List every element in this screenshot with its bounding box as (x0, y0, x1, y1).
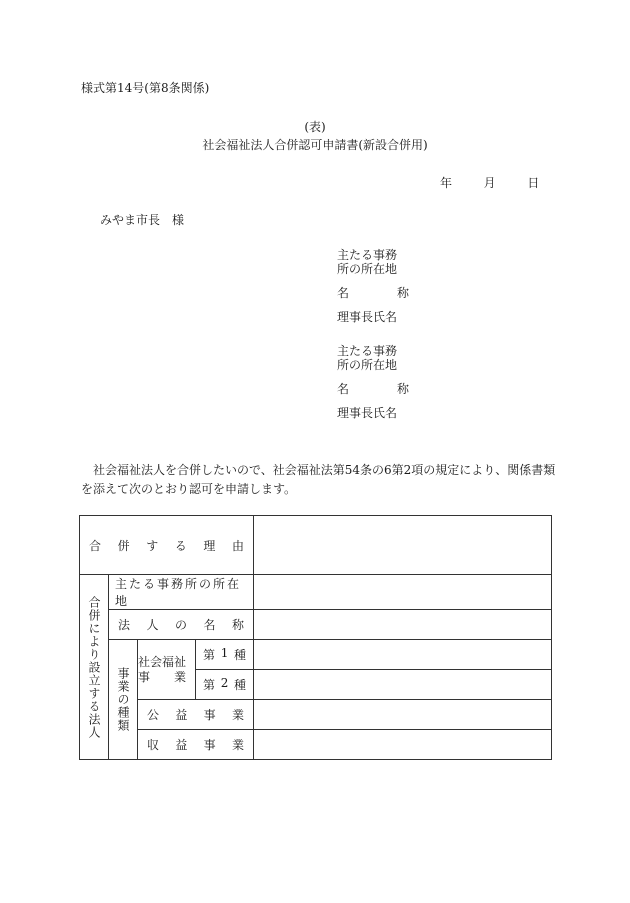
type2-label: 第 2 種 (196, 670, 254, 700)
applicant2-chair-label: 理事長氏名 (337, 406, 398, 420)
form-number: 様式第14号(第8条関係) (81, 81, 210, 95)
type1-field[interactable] (254, 640, 552, 670)
profit-business-label: 収 益 事 業 (138, 730, 254, 760)
new-corporation-group-label: 合併により設立する法人 (80, 575, 109, 760)
front-side-label: (表) (304, 120, 326, 134)
office-address-field[interactable] (254, 575, 552, 610)
application-table (79, 515, 552, 760)
type2-field[interactable] (254, 670, 552, 700)
office-address-label: 主たる事務所の所在地 (109, 575, 254, 610)
type1-label: 第 1 種 (196, 640, 254, 670)
year-label: 年 (440, 176, 453, 190)
applicant1-name-label: 名 称 (337, 286, 410, 300)
corporation-name-field[interactable] (254, 610, 552, 640)
public-interest-business-label: 公 益 事 業 (138, 700, 254, 730)
applicant2-office-label-line2: 所の所在地 (337, 358, 398, 372)
social-welfare-business-label: 社会福祉 事 業 (138, 640, 196, 700)
corporation-name-label: 法 人 の 名 称 (109, 610, 254, 640)
business-type-label: 事業の種類 (109, 640, 138, 760)
applicant1-chair-label: 理事長氏名 (337, 310, 398, 324)
public-interest-business-field[interactable] (254, 700, 552, 730)
applicant1-office-label-line1: 主たる事務 (337, 248, 398, 262)
date-line (440, 176, 539, 191)
application-statement: 社会福祉法人を合併したいので、社会福祉法第54条の6第2項の規定により、関係書類を添えて次のとおり認可を申請します。 (81, 463, 556, 496)
day-label: 日 (527, 176, 540, 190)
addressee: みやま市長 様 (100, 213, 185, 227)
merger-reason-label: 合 併 す る 理 由 (80, 516, 254, 575)
merger-reason-field[interactable] (254, 516, 552, 575)
profit-business-field[interactable] (254, 730, 552, 760)
document-title: 社会福祉法人合併認可申請書(新設合併用) (202, 138, 428, 152)
month-label: 月 (483, 176, 496, 190)
applicant1-office-label-line2: 所の所在地 (337, 262, 398, 276)
applicant2-name-label: 名 称 (337, 382, 410, 396)
applicant2-office-label-line1: 主たる事務 (337, 344, 398, 358)
